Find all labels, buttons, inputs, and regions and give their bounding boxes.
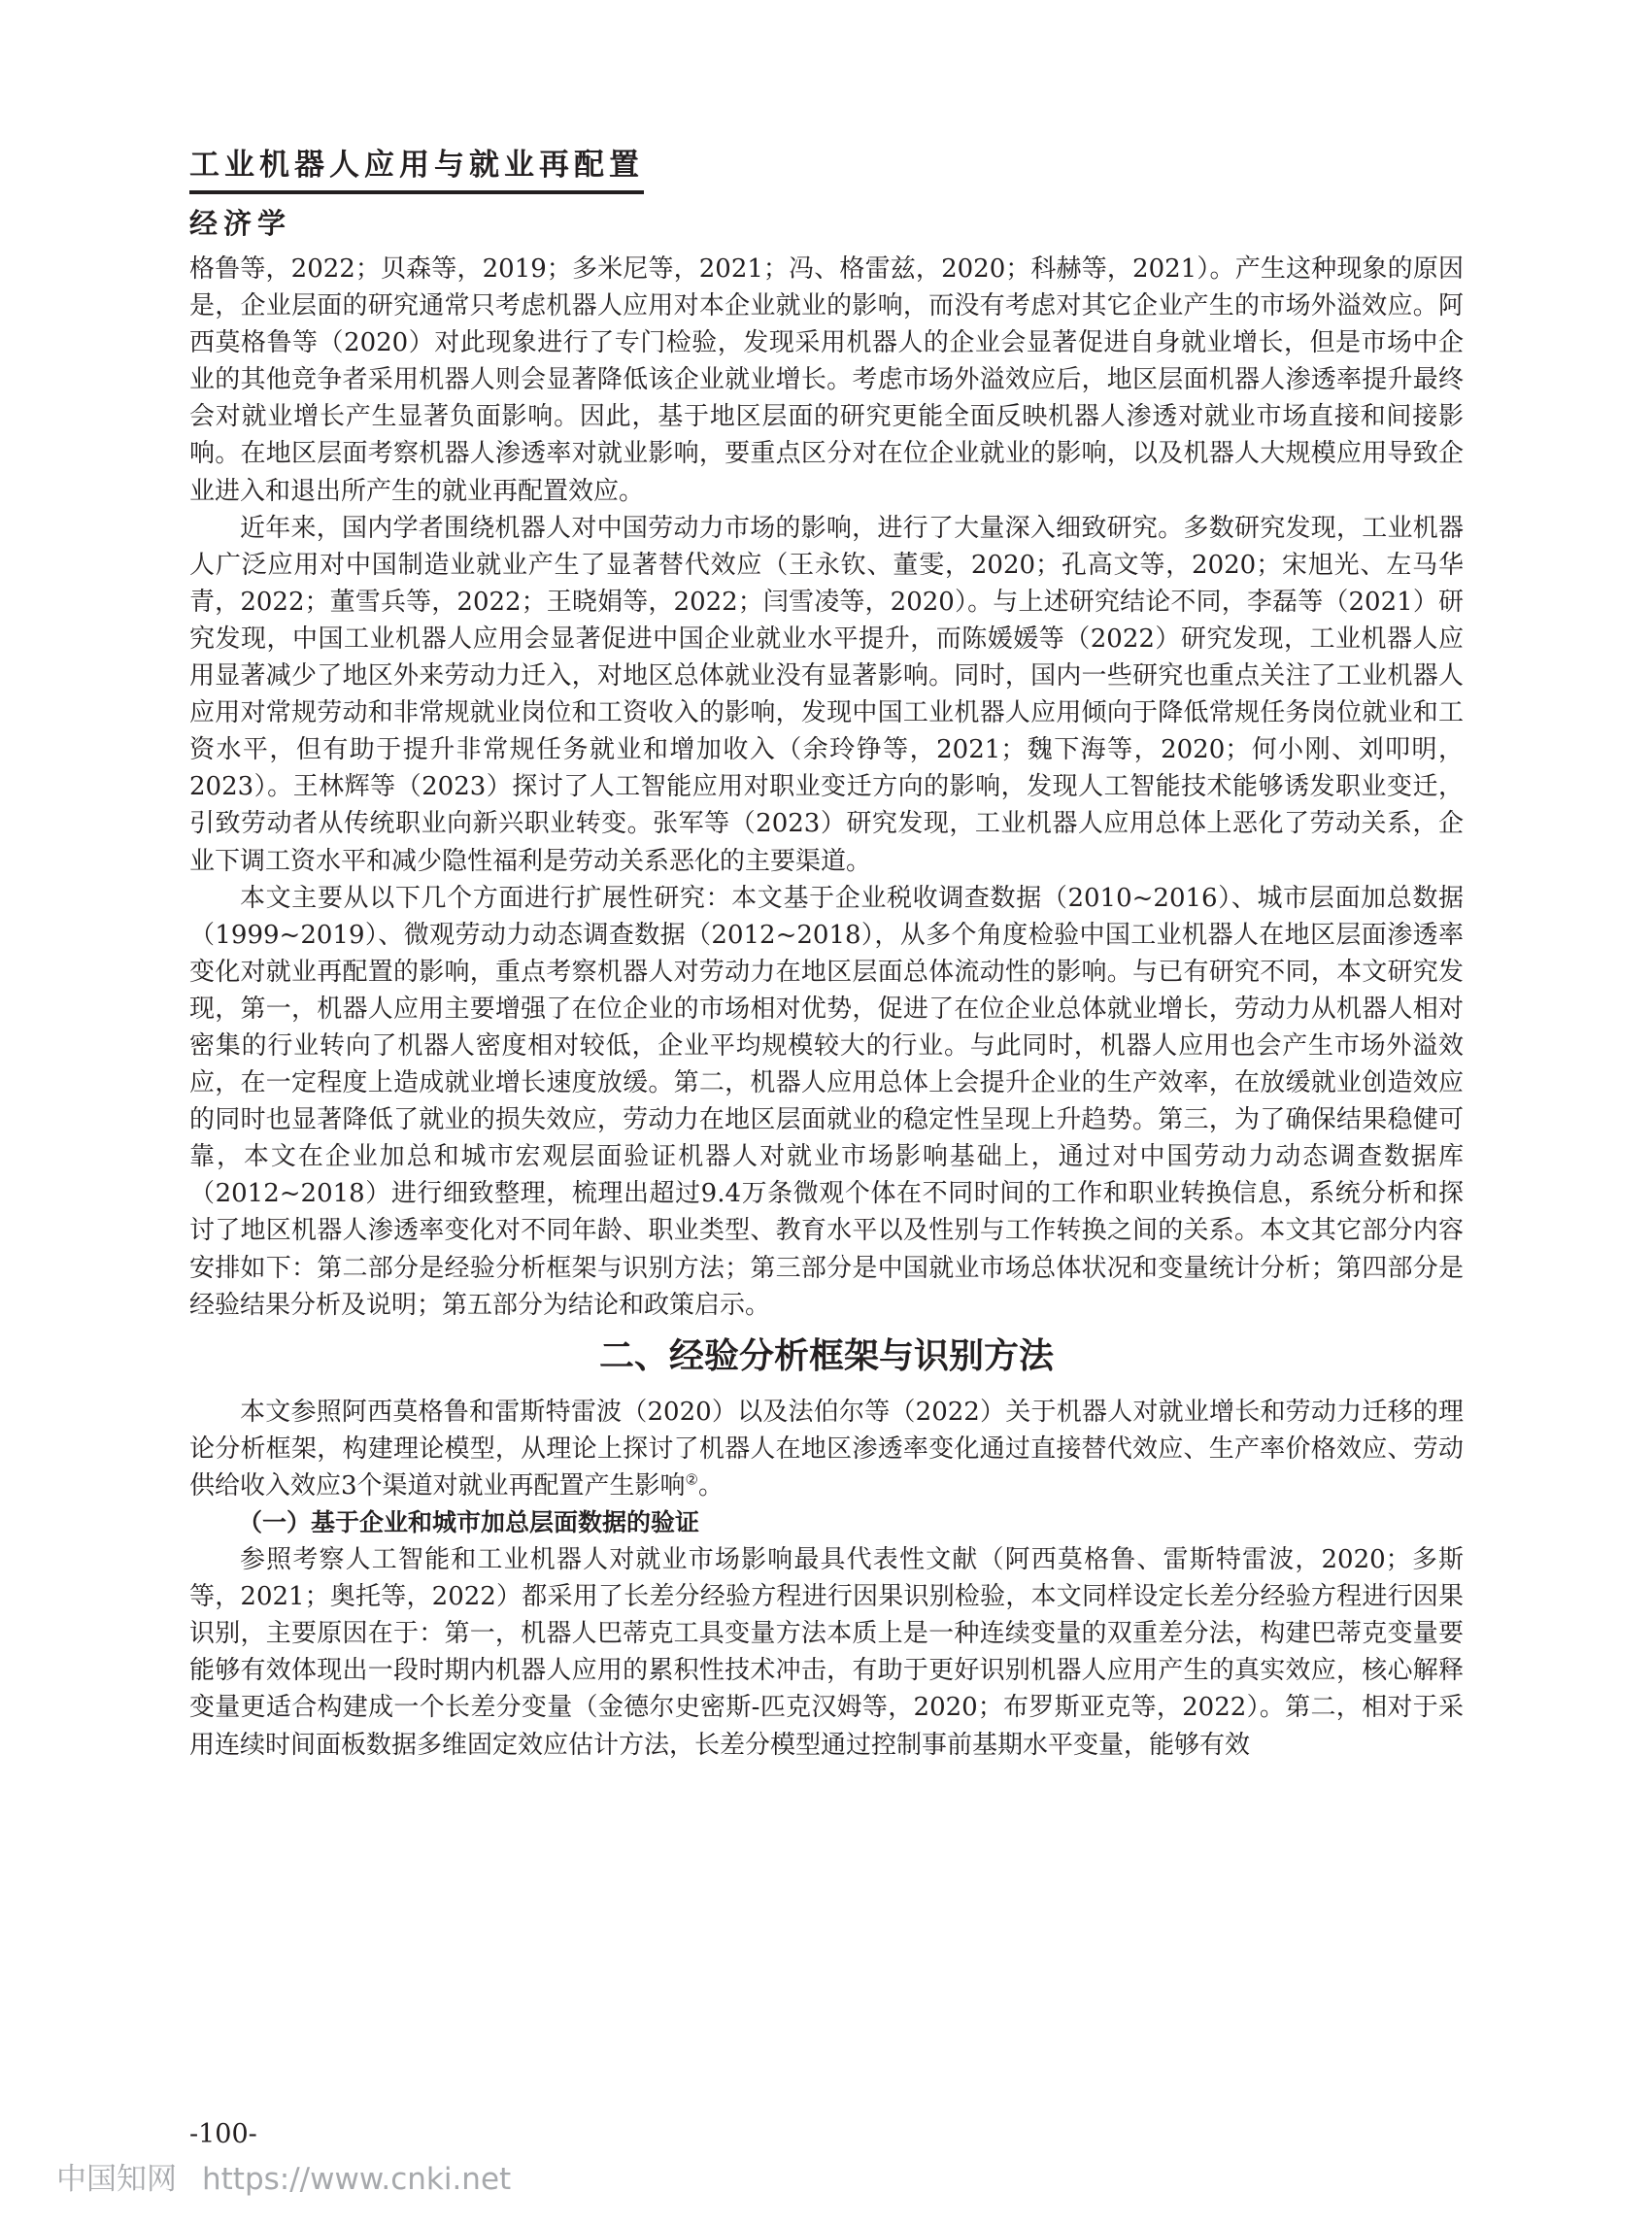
section-label: 经济学	[189, 207, 292, 240]
running-title: 工业机器人应用与就业再配置	[189, 148, 644, 183]
paragraph-5: 参照考察人工智能和工业机器人对就业市场影响最具代表性文献（阿西莫格鲁、雷斯特雷波，2020；多斯等，2021；奥托等，2022）都采用了长差分经验方程进行因果识别检验，本文同样设定长差分经验方程进行因果识别，主要原因在于：第一，机器人巴蒂克工具变量方法本质上是一种连续变量的双重差分法，构建巴蒂克变量要能够有效体现出一段时期内机器人应用的累积性技术冲击，有助于更好识别机器人应用产生的真实效应，核心解释变量更适合构建成一个长差分变量（金德尔史密斯-匹克汉姆等，2020；布罗斯亚克等，2022）。第二，相对于采用连续时间面板数据多维固定效应估计方法，长差分模型通过控制事前基期水平变量，能够有效	[189, 1545, 1464, 1760]
paragraph-2: 近年来，国内学者围绕机器人对中国劳动力市场的影响，进行了大量深入细致研究。多数研究发现，工业机器人广泛应用对中国制造业就业产生了显著替代效应（王永钦、董雯，2020；孔高文等，2020；宋旭光、左马华青，2022；董雪兵等，2022；王晓娟等，2022；闫雪凌等，2020）。与上述研究结论不同，李磊等（2021）研究发现，中国工业机器人应用会显著促进中国企业就业水平提升，而陈媛媛等（2022）研究发现，工业机器人应用显著减少了地区外来劳动力迁入，对地区总体就业没有显著影响。同时，国内一些研究也重点关注了工业机器人应用对常规劳动和非常规就业岗位和工资收入的影响，发现中国工业机器人应用倾向于降低常规任务岗位就业和工资水平，但有助于提升非常规任务就业和增加收入（余玲铮等，2021；魏下海等，2020；何小刚、刘叩明，2023）。王林辉等（2023）探讨了人工智能应用对职业变迁方向的影响，发现人工智能技术能够诱发职业变迁，引致劳动者从传统职业向新兴职业转变。张军等（2023）研究发现，工业机器人应用总体上恶化了劳动关系，企业下调工资水平和减少隐性福利是劳动关系恶化的主要渠道。	[189, 513, 1464, 876]
cnki-watermark	[56, 2160, 511, 2199]
watermark-brand: 中国知网	[56, 2162, 177, 2197]
footnote-marker[interactable]: ②	[685, 1470, 698, 1489]
subsection-heading: （一）基于企业和城市加总层面数据的验证	[238, 1508, 700, 1536]
paragraph-4-end: 。	[698, 1470, 725, 1501]
paragraph-4-text: 本文参照阿西莫格鲁和雷斯特雷波（2020）以及法伯尔等（2022）关于机器人对就业增长和劳动力迁移的理论分析框架，构建理论模型，从理论上探讨了机器人在地区渗透率变化通过直接替代效应、生产率价格效应、劳动供给收入效应3个渠道对就业再配置产生影响	[189, 1397, 1464, 1501]
watermark-url[interactable]: https://www.cnki.net	[202, 2162, 512, 2197]
section-heading: 二、经验分析框架与识别方法	[598, 1335, 1054, 1376]
article-body	[189, 251, 1464, 1764]
paragraph-3: 本文主要从以下几个方面进行扩展性研究：本文基于企业税收调查数据（2010~2016）、城市层面加总数据（1999~2019）、微观劳动力动态调查数据（2012~2018），从多个角度检验中国工业机器人在地区层面渗透率变化对就业再配置的影响，重点考察机器人对劳动力在地区层面总体流动性的影响。与已有研究不同，本文研究发现，第一，机器人应用主要增强了在位企业的市场相对优势，促进了在位企业总体就业增长，劳动力从机器人相对密集的行业转向了机器人密度相对较低，企业平均规模较大的行业。与此同时，机器人应用也会产生市场外溢效应，在一定程度上造成就业增长速度放缓。第二，机器人应用总体上会提升企业的生产效率，在放缓就业创造效应的同时也显著降低了就业的损失效应，劳动力在地区层面就业的稳定性呈现上升趋势。第三，为了确保结果稳健可靠，本文在企业加总和城市宏观层面验证机器人对就业市场影响基础上，通过对中国劳动力动态调查数据库（2012~2018）进行细致整理，梳理出超过9.4万条微观个体在不同时间的工作和职业转换信息，系统分析和探讨了地区机器人渗透率变化对不同年龄、职业类型、教育水平以及性别与工作转换之间的关系。本文其它部分内容安排如下：第二部分是经验分析框架与识别方法；第三部分是中国就业市场总体状况和变量统计分析；第四部分是经验结果分析及说明；第五部分为结论和政策启示。	[189, 883, 1464, 1320]
paragraph-1: 格鲁等，2022；贝森等，2019；多米尼等，2021；冯、格雷兹，2020；科赫等，2021）。产生这种现象的原因是，企业层面的研究通常只考虑机器人应用对本企业就业的影响，而没有考虑对其它企业产生的市场外溢效应。阿西莫格鲁等（2020）对此现象进行了专门检验，发现采用机器人的企业会显著促进自身就业增长，但是市场中企业的其他竞争者采用机器人则会显著降低该企业就业增长。考虑市场外溢效应后，地区层面机器人渗透率提升最终会对就业增长产生显著负面影响。因此，基于地区层面的研究更能全面反映机器人渗透对就业市场直接和间接影响。在地区层面考察机器人渗透率对就业影响，要重点区分对在位企业就业的影响，以及机器人大规模应用导致企业进入和退出所产生的就业再配置效应。	[189, 254, 1464, 506]
header-rule	[189, 190, 644, 194]
paragraph-4	[189, 1394, 1464, 1504]
page-number: -100-	[189, 2119, 257, 2149]
